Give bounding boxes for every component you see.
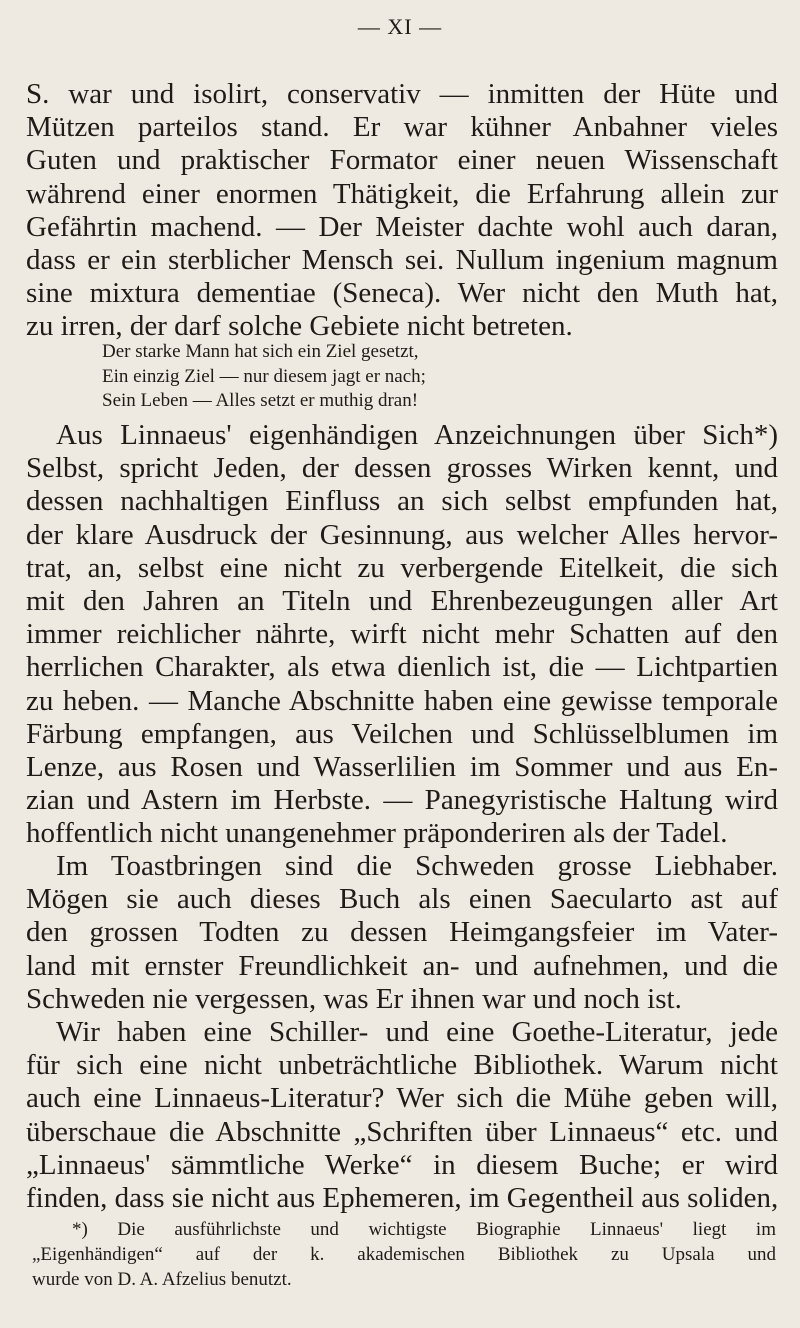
- text-line: finden, dass sie nicht aus Ephemeren, im Gegentheil aus soliden,: [26, 1181, 779, 1214]
- text-line: Im Toastbringen sind die Schweden grosse Liebhaber.: [56, 850, 778, 882]
- text-line: zian und Astern im Herbste. — Panegyristische Haltung wird: [26, 784, 778, 817]
- footnote-line: wurde von D. A. Afzelius benutzt.: [32, 1269, 292, 1290]
- text-line: zu heben. — Manche Abschnitte haben eine gewisse temporale: [26, 684, 778, 717]
- text-line: Mögen sie auch dieses Buch als einen Saecularto ast auf: [26, 883, 778, 916]
- footnote: [32, 1217, 776, 1292]
- text-line: der klare Ausdruck der Gesinnung, aus welcher Alles hervor-: [26, 518, 778, 551]
- text-line: trat, an, selbst eine nicht zu verbergende Eitelkeit, die sich: [26, 551, 778, 584]
- text-line: hoffentlich nicht unangenehmer präponderiren als der Tadel.: [26, 817, 728, 850]
- text-line: für sich eine nicht unbeträchtliche Bibliothek. Warum nicht: [26, 1049, 778, 1082]
- paragraph-3: [26, 850, 778, 1016]
- text-line: „Linnaeus' sämmtliche Werke“ in diesem Buche; er wird: [26, 1148, 778, 1181]
- text-line: dass er ein sterblicher Mensch sei. Nullum ingenium magnum: [26, 243, 778, 276]
- text-line: überschaue die Abschnitte „Schriften über Linnaeus“ etc. und: [26, 1115, 778, 1148]
- text-line: Lenze, aus Rosen und Wasserlilien im Sommer und aus En-: [26, 750, 778, 783]
- verse-quote: [102, 340, 426, 414]
- footnote-line: *) Die ausführlichste und wichtigste Biographie Linnaeus' liegt im: [72, 1219, 776, 1240]
- text-line: Schweden nie vergessen, was Er ihnen war und noch ist.: [26, 982, 682, 1015]
- text-line: Guten und praktischer Formator einer neuen Wissenschaft: [26, 144, 778, 177]
- text-line: Wir haben eine Schiller- und eine Goethe-Literatur, jede: [56, 1016, 778, 1048]
- text-line: land mit ernster Freundlichkeit an- und aufnehmen, und die: [26, 949, 778, 982]
- text-line: dessen nachhaltigen Einfluss an sich selbst empfunden hat,: [26, 485, 778, 518]
- verse-line: Der starke Mann hat sich ein Ziel gesetzt,: [102, 341, 419, 362]
- text-line: zu irren, der darf solche Gebiete nicht betreten.: [26, 310, 573, 343]
- footnote-line: „Eigenhändigen“ auf der k. akademischen Bibliothek zu Upsala und: [32, 1244, 776, 1265]
- text-line: sine mixtura dementiae (Seneca). Wer nicht den Muth hat,: [26, 277, 778, 310]
- text-line: immer reichlicher nährte, wirft nicht mehr Schatten auf den: [26, 618, 778, 651]
- text-line: S. war und isolirt, conservativ — inmitten der Hüte und: [26, 78, 778, 110]
- text-line: Färbung empfangen, aus Veilchen und Schlüsselblumen im: [26, 717, 778, 750]
- text-line: auch eine Linnaeus-Literatur? Wer sich die Mühe geben will,: [26, 1082, 778, 1115]
- text-line: während einer enormen Thätigkeit, die Erfahrung allein zur: [26, 177, 778, 210]
- paragraph-4: [26, 1016, 778, 1215]
- text-line: Mützen parteilos stand. Er war kühner Anbahner vieles: [26, 111, 778, 144]
- verse-line: Ein einzig Ziel — nur diesem jagt er nach;: [102, 365, 426, 387]
- text-line: Selbst, spricht Jeden, der dessen grosses Wirken kennt, und: [26, 452, 778, 485]
- text-line: Gefährtin machend. — Der Meister dachte wohl auch daran,: [26, 210, 778, 243]
- paragraph-2: [26, 419, 778, 850]
- text-line: den grossen Todten zu dessen Heimgangsfeier im Vater-: [26, 916, 778, 949]
- paragraph-1: [26, 78, 778, 344]
- text-line: Aus Linnaeus' eigenhändigen Anzeichnungen über Sich*): [56, 419, 778, 451]
- text-line: mit den Jahren an Titeln und Ehrenbezeugungen aller Art: [26, 584, 778, 617]
- text-line: herrlichen Charakter, als etwa dienlich ist, die — Lichtpartien: [26, 651, 778, 684]
- verse-line: Sein Leben — Alles setzt er muthig dran!: [102, 390, 419, 411]
- page-number: — XI —: [357, 14, 443, 39]
